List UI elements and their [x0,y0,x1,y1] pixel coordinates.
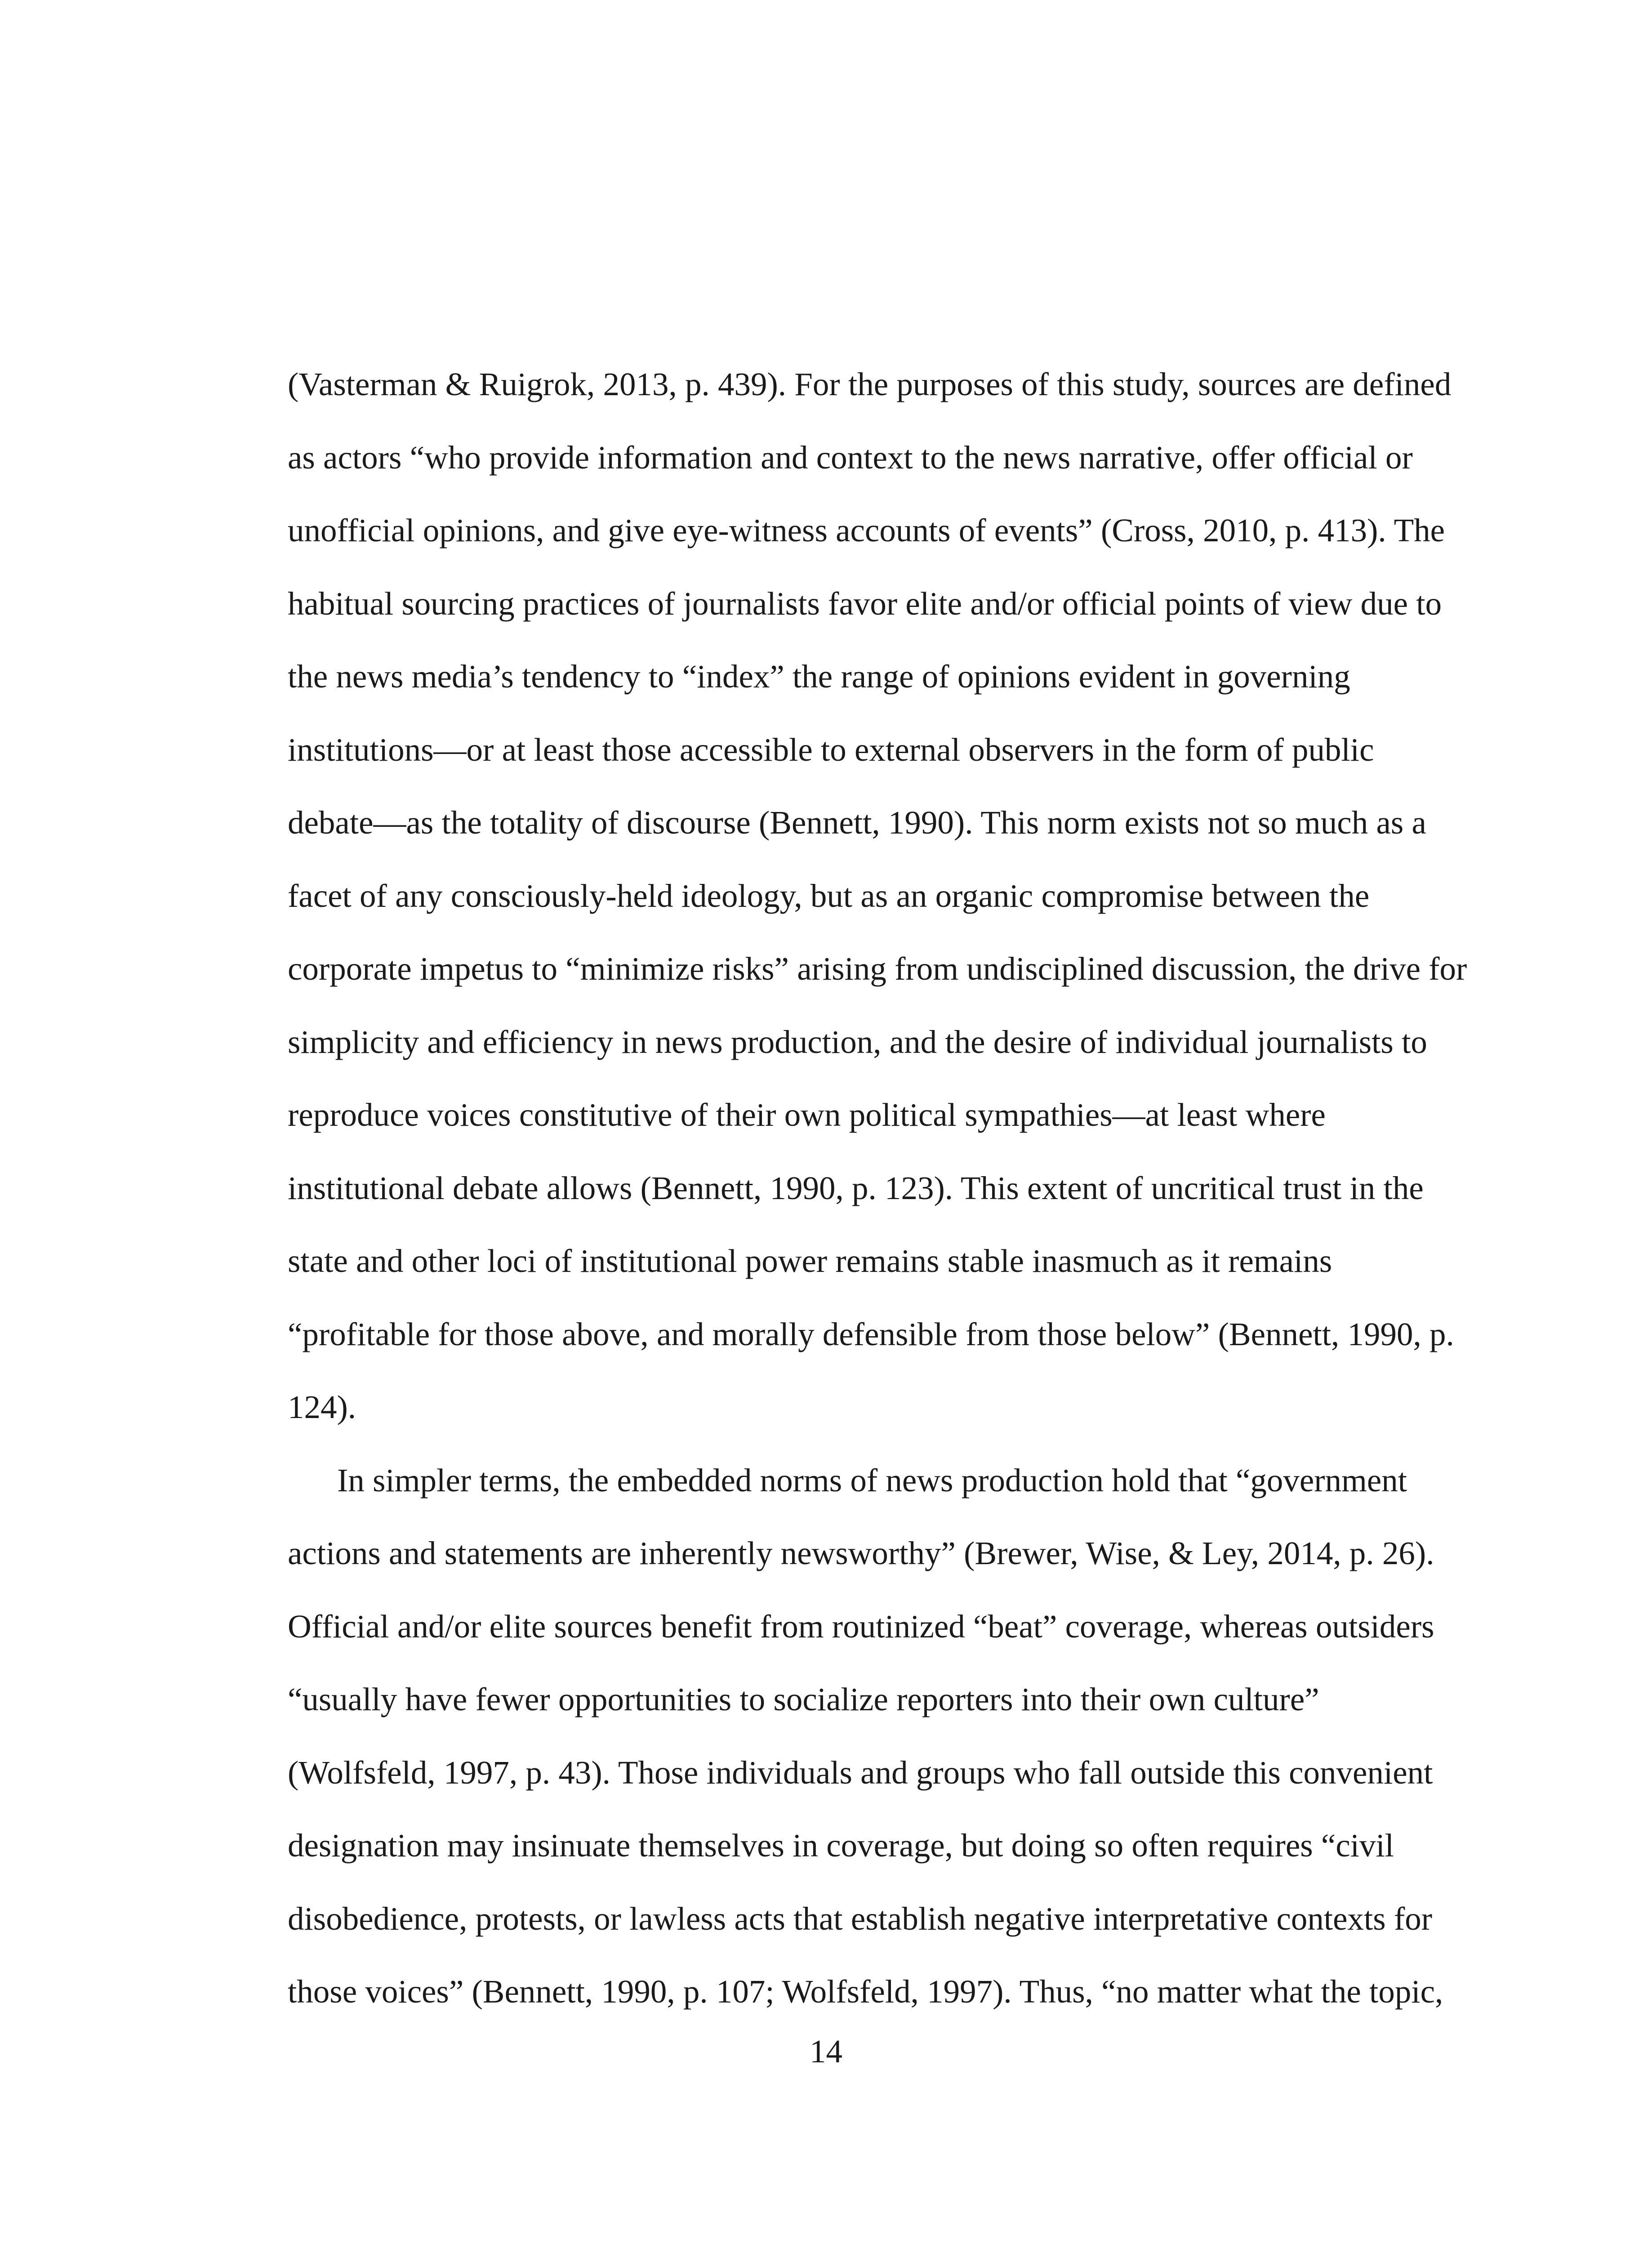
body-text [288,355,1467,2036]
text-line: “usually have fewer opportunities to socialize reporters into their own culture” [288,1681,1319,1717]
text-line: unofficial opinions, and give eye-witness accounts of events” (Cross, 2010, p. 413). The [288,512,1445,549]
text-line: (Wolfsfeld, 1997, p. 43). Those individuals and groups who fall outside this convenient [288,1754,1433,1791]
text-line: disobedience, protests, or lawless acts that establish negative interpretative contexts for [288,1900,1433,1937]
paragraph-2 [288,1451,1443,2036]
text-line: reproduce voices constitutive of their own political sympathies—at least where [288,1097,1326,1133]
text-line: Official and/or elite sources benefit from routinized “beat” coverage, whereas outsiders [288,1608,1434,1645]
text-line: the news media’s tendency to “index” the range of opinions evident in governing [288,658,1350,695]
text-line: simplicity and efficiency in news production, and the desire of individual journalists to [288,1023,1427,1060]
text-line: facet of any consciously-held ideology, but as an organic compromise between the [288,877,1370,914]
text-line: “profitable for those above, and morally defensible from those below” (Bennett, 1990, p. [288,1316,1454,1352]
page-number: 14 [810,2033,842,2070]
paragraph-1 [288,355,1467,1451]
text-line: institutions—or at least those accessible to external observers in the form of public [288,731,1374,768]
text-line: actions and statements are inherently newsworthy” (Brewer, Wise, & Ley, 2014, p. 26). [288,1535,1434,1571]
text-line: In simpler terms, the embedded norms of news production hold that “government [337,1462,1407,1499]
text-line: designation may insinuate themselves in coverage, but doing so often requires “civil [288,1827,1394,1864]
text-line: those voices” (Bennett, 1990, p. 107; Wolfsfeld, 1997). Thus, “no matter what the topic, [288,1973,1443,2010]
text-line: as actors “who provide information and context to the news narrative, offer official or [288,439,1413,476]
text-line: (Vasterman & Ruigrok, 2013, p. 439). For the purposes of this study, sources are defined [288,366,1452,402]
text-line: institutional debate allows (Bennett, 1990, p. 123). This extent of uncritical trust in the [288,1169,1424,1206]
text-line: habitual sourcing practices of journalists favor elite and/or official points of view due to [288,585,1442,622]
text-line: corporate impetus to “minimize risks” arising from undisciplined discussion, the drive for [288,950,1467,987]
text-line: state and other loci of institutional power remains stable inasmuch as it remains [288,1243,1332,1279]
text-line: 124). [288,1389,356,1425]
text-line: debate—as the totality of discourse (Bennett, 1990). This norm exists not so much as a [288,804,1426,841]
